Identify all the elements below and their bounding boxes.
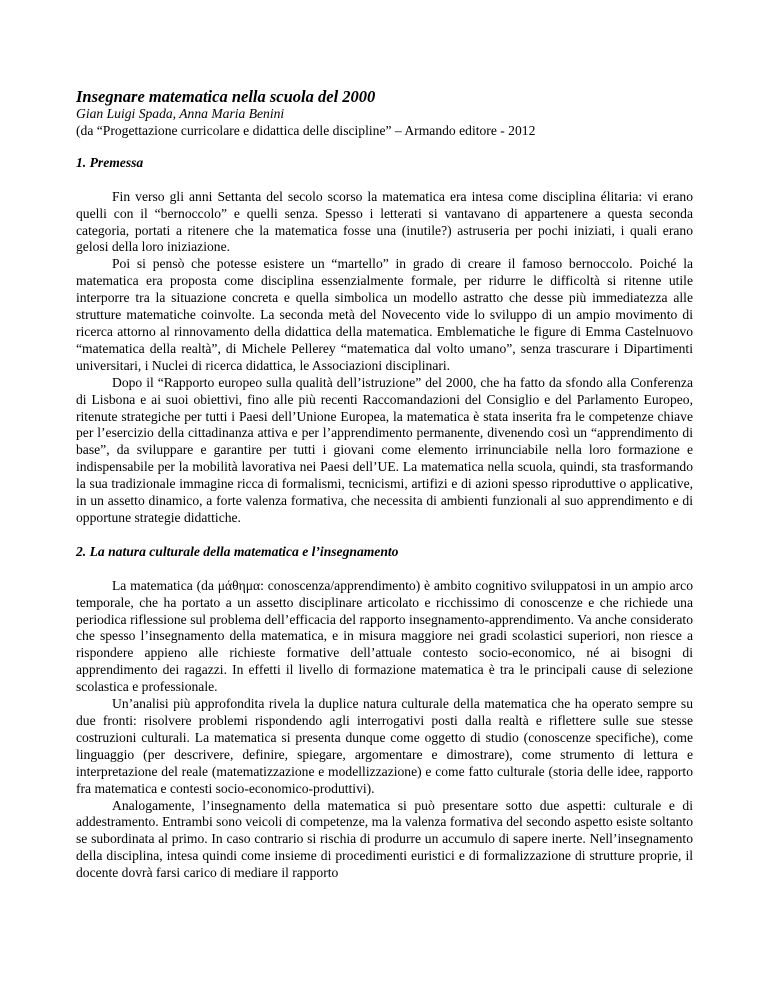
document-body (76, 87, 693, 882)
paragraph: Dopo il “Rapporto europeo sulla qualità dell’istruzione” del 2000, che ha fatto da sfondo alla Conferenza di Lisbona e ai suoi obiettivi, fino alle più recenti Raccomandazioni del Consiglio e del Parlamento Europeo, ritenute strategiche per tutti i Paesi dell’Unione Europea, la matematica è stata inserita fra le competenze chiave per l’esercizio della cittadinanza attiva e per l’apprendimento permanente, divenendo così un “apprendimento di base”, da sviluppare e garantire per tutti i giovani come elemento irrinunciabile nella loro formazione e indispensabile per la mobilità lavorativa nei Paesi dell’UE. La matematica nella scuola, quindi, sta trasformando la sua tradizionale immagine ricca di formalismi, tecnicismi, artifizi e di azioni spesso riproduttive o applicative, in un assetto dinamico, a forte valenza formativa, che necessita di ambienti funzionali al suo apprendimento e di opportune strategie didattiche. (76, 374, 693, 525)
paragraph: Poi si pensò che potesse esistere un “martello” in grado di creare il famoso bernoccolo. Poiché la matematica era proposta come disciplina essenzialmente formale, per ridurre le difficoltà si ritenne utile interporre tra la situazione concreta e quella simbolica un modello astratto che desse più immediatezza alle strutture matematiche coinvolte. La seconda metà del Novecento vide lo sviluppo di un ampio movimento di ricerca attorno al rinnovamento della didattica della matematica. Emblematiche le figure di Emma Castelnuovo “matematica della realtà”, di Michele Pellerey “matematica dal volto umano”, senza trascurare i Dipartimenti universitari, i Nuclei di ricerca didattica, le Associazioni disciplinari. (76, 256, 693, 373)
document-authors: Gian Luigi Spada, Anna Maria Benini (76, 106, 285, 121)
section-heading-natura-culturale: 2. La natura culturale della matematica e l’insegnamento (76, 543, 399, 559)
document-source: (da “Progettazione curricolare e didattica delle discipline” – Armando editore - 2012 (76, 122, 536, 138)
document-title: Insegnare matematica nella scuola del 2000 (76, 87, 376, 106)
paragraph: Analogamente, l’insegnamento della matematica si può presentare sotto due aspetti: culturale e di addestramento. Entrambi sono veicoli di competenze, ma la valenza formativa del secondo aspetto esiste soltanto se subordinata al primo. In caso contrario si rischia di produrre un accumulo di sapere inerte. Nell’insegnamento della disciplina, intesa quindi come insieme di procedimenti euristici e di formalizzazione di strutture proprie, il docente dovrà farsi carico di mediare il rapporto (76, 797, 693, 881)
paragraph: La matematica (da μάθημα: conoscenza/apprendimento) è ambito cognitivo sviluppatosi in un ampio arco temporale, che ha portato a un assetto disciplinare articolato e ricchissimo di conoscenze e che richiede una periodica riflessione sul problema dell’efficacia del rapporto insegnamento-apprendimento. Va anche considerato che spesso l’insegnamento della matematica, e in misura maggiore nei gradi scolastici superiori, non riesce a rispondere appieno alle richieste formative dell’attuale contesto socio-economico, né ai bisogni di apprendimento dei ragazzi. In effetti il livello di formazione matematica è tra le principali cause di selezione scolastica e professionale. (76, 577, 693, 695)
paragraph: Fin verso gli anni Settanta del secolo scorso la matematica era intesa come disciplina élitaria: vi erano quelli con il “bernoccolo” e quelli senza. Spesso i letterati si vantavano di appartenere a questa seconda categoria, portati a ritenere che la matematica fosse una (inutile?) astruseria per pochi iniziati, i quali erano gelosi della loro iniziazione. (76, 188, 693, 255)
paragraph: Un’analisi più approfondita rivela la duplice natura culturale della matematica che ha operato sempre su due fronti: risolvere problemi rispondendo agli interrogativi posti dalla realtà e riflettere sulle sue stesse costruzioni culturali. La matematica si presenta dunque come oggetto di studio (conoscenze specifiche), come linguaggio (per descrivere, definire, spiegare, argomentare e dimostrare), come strumento di lettura e interpretazione del reale (matematizzazione e modellizzazione) e come fatto culturale (storia delle idee, rapporto fra matematica e contesti socio-economico-produttivi). (76, 696, 693, 796)
section-heading-premessa: 1. Premessa (76, 154, 144, 170)
